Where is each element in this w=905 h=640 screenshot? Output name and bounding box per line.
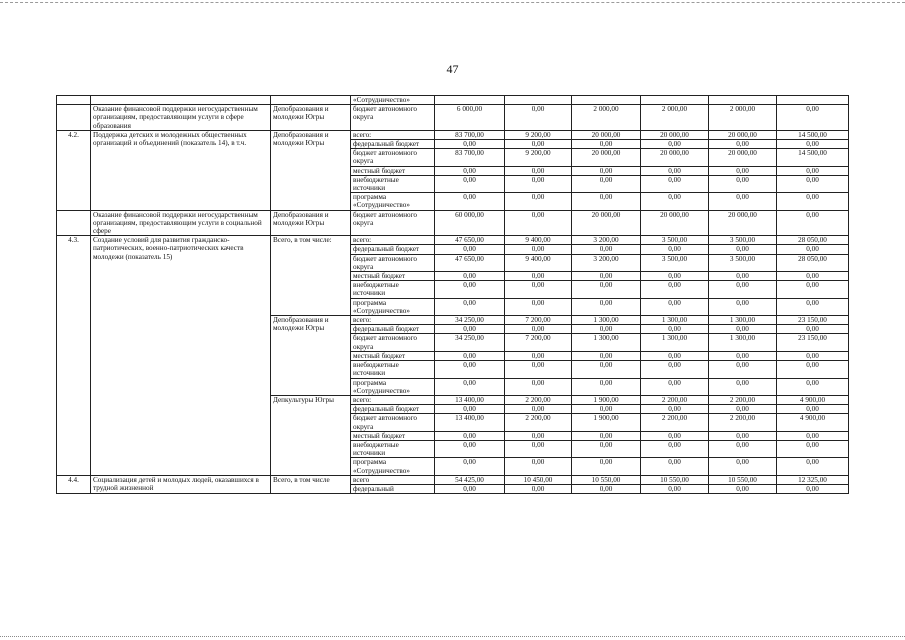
amount-cell: 0,00 — [435, 245, 505, 254]
funding-source-cell: федеральный бюджет — [351, 405, 435, 414]
table-row — [57, 96, 849, 105]
amount-cell: 0,00 — [505, 431, 572, 440]
funding-source-cell: бюджет автономного округа — [351, 210, 435, 236]
amount-cell: 0,00 — [435, 458, 505, 475]
amount-cell: 13 400,00 — [435, 414, 505, 431]
funding-source-cell: внебюджетные источники — [351, 361, 435, 378]
amount-cell: 0,00 — [777, 245, 849, 254]
amount-cell: 0,00 — [505, 351, 572, 360]
funding-source-cell: всего: — [351, 236, 435, 245]
funding-source-cell: программа «Сотрудничество» — [351, 378, 435, 395]
amount-cell: 0,00 — [572, 175, 641, 192]
executor-cell: Всего, в том числе — [271, 475, 351, 493]
amount-cell: 0,00 — [709, 272, 777, 281]
executor-cell: Депобразования и молодежи Югры — [271, 210, 351, 236]
funding-source-cell: «Сотрудничество» — [351, 96, 435, 105]
amount-cell: 0,00 — [641, 298, 709, 315]
amount-cell: 2 000,00 — [572, 105, 641, 131]
amount-cell: 4 900,00 — [777, 414, 849, 431]
amount-cell: 0,00 — [709, 351, 777, 360]
amount-cell: 0,00 — [572, 440, 641, 457]
amount-cell: 60 000,00 — [435, 210, 505, 236]
amount-cell: 0,00 — [641, 166, 709, 175]
measure-name-cell — [91, 96, 271, 105]
amount-cell: 0,00 — [777, 405, 849, 414]
amount-cell: 10 550,00 — [572, 475, 641, 484]
scan-edge-top — [0, 2, 905, 3]
funding-source-cell: программа «Сотрудничество» — [351, 298, 435, 315]
amount-cell: 3 200,00 — [572, 236, 641, 245]
amount-cell: 0,00 — [505, 245, 572, 254]
amount-cell: 10 450,00 — [505, 475, 572, 484]
amount-cell: 1 900,00 — [572, 395, 641, 404]
funding-source-cell: бюджет автономного округа — [351, 254, 435, 271]
amount-cell: 34 250,00 — [435, 316, 505, 325]
amount-cell: 20 000,00 — [572, 210, 641, 236]
amount-cell: 0,00 — [641, 440, 709, 457]
amount-cell: 0,00 — [505, 325, 572, 334]
page-number: 47 — [446, 62, 459, 76]
amount-cell: 83 700,00 — [435, 149, 505, 166]
amount-cell: 0,00 — [505, 140, 572, 149]
amount-cell: 20 000,00 — [641, 210, 709, 236]
amount-cell: 20 000,00 — [572, 149, 641, 166]
amount-cell: 0,00 — [709, 298, 777, 315]
table-row — [57, 130, 849, 139]
amount-cell: 0,00 — [777, 440, 849, 457]
item-number-cell: 4.2. — [57, 130, 91, 210]
amount-cell — [777, 96, 849, 105]
funding-source-cell: местный бюджет — [351, 272, 435, 281]
amount-cell: 10 550,00 — [641, 475, 709, 484]
amount-cell: 0,00 — [435, 298, 505, 315]
amount-cell: 0,00 — [641, 351, 709, 360]
executor-cell: Депобразования и молодежи Югры — [271, 130, 351, 210]
amount-cell: 0,00 — [709, 431, 777, 440]
amount-cell: 0,00 — [572, 140, 641, 149]
amount-cell: 0,00 — [435, 484, 505, 493]
amount-cell: 0,00 — [777, 325, 849, 334]
amount-cell: 0,00 — [709, 458, 777, 475]
funding-source-cell: федеральный бюджет — [351, 245, 435, 254]
amount-cell: 1 300,00 — [572, 334, 641, 351]
amount-cell: 0,00 — [505, 458, 572, 475]
amount-cell: 23 150,00 — [777, 316, 849, 325]
amount-cell: 0,00 — [572, 458, 641, 475]
amount-cell: 7 200,00 — [505, 316, 572, 325]
amount-cell: 47 650,00 — [435, 236, 505, 245]
amount-cell: 0,00 — [777, 210, 849, 236]
amount-cell: 47 650,00 — [435, 254, 505, 271]
budget-table-body — [57, 96, 849, 494]
amount-cell: 28 050,00 — [777, 254, 849, 271]
amount-cell: 0,00 — [572, 166, 641, 175]
amount-cell: 2 200,00 — [709, 395, 777, 404]
executor-cell: Депобразования и молодежи Югры — [271, 316, 351, 396]
executor-cell: Депобразования и молодежи Югры — [271, 105, 351, 131]
executor-cell — [271, 96, 351, 105]
amount-cell: 14 500,00 — [777, 149, 849, 166]
amount-cell: 4 900,00 — [777, 395, 849, 404]
amount-cell: 0,00 — [709, 175, 777, 192]
amount-cell: 0,00 — [572, 281, 641, 298]
amount-cell: 23 150,00 — [777, 334, 849, 351]
amount-cell: 1 300,00 — [641, 316, 709, 325]
amount-cell: 0,00 — [505, 166, 572, 175]
amount-cell: 0,00 — [777, 378, 849, 395]
item-number-cell: 4.3. — [57, 236, 91, 475]
amount-cell: 0,00 — [572, 378, 641, 395]
amount-cell: 0,00 — [641, 175, 709, 192]
amount-cell: 9 200,00 — [505, 149, 572, 166]
amount-cell: 0,00 — [505, 405, 572, 414]
amount-cell: 0,00 — [641, 378, 709, 395]
amount-cell: 0,00 — [435, 193, 505, 210]
table-row — [57, 105, 849, 131]
amount-cell: 9 400,00 — [505, 254, 572, 271]
amount-cell: 0,00 — [777, 175, 849, 192]
amount-cell: 2 000,00 — [641, 105, 709, 131]
budget-table — [56, 95, 849, 494]
amount-cell: 0,00 — [641, 281, 709, 298]
amount-cell: 0,00 — [572, 361, 641, 378]
amount-cell: 2 000,00 — [709, 105, 777, 131]
amount-cell: 0,00 — [435, 378, 505, 395]
amount-cell: 1 300,00 — [641, 334, 709, 351]
table-row — [57, 475, 849, 484]
amount-cell: 0,00 — [709, 193, 777, 210]
amount-cell: 0,00 — [709, 484, 777, 493]
amount-cell: 0,00 — [572, 351, 641, 360]
amount-cell: 0,00 — [572, 405, 641, 414]
funding-source-cell: программа «Сотрудничество» — [351, 458, 435, 475]
amount-cell: 0,00 — [709, 440, 777, 457]
amount-cell: 20 000,00 — [709, 130, 777, 139]
amount-cell: 0,00 — [505, 105, 572, 131]
amount-cell — [641, 96, 709, 105]
amount-cell: 0,00 — [505, 210, 572, 236]
measure-name-cell: Создание условий для развития гражданско-патриотических, военно-патриотических качеств молодежи (показатель 15) — [91, 236, 271, 475]
amount-cell: 0,00 — [777, 484, 849, 493]
amount-cell — [572, 96, 641, 105]
amount-cell: 0,00 — [505, 281, 572, 298]
amount-cell: 0,00 — [777, 281, 849, 298]
amount-cell: 0,00 — [777, 193, 849, 210]
amount-cell: 0,00 — [572, 431, 641, 440]
amount-cell: 0,00 — [505, 440, 572, 457]
table-row — [57, 236, 849, 245]
amount-cell: 0,00 — [777, 105, 849, 131]
executor-cell: Всего, в том числе: — [271, 236, 351, 316]
amount-cell — [435, 96, 505, 105]
amount-cell: 0,00 — [641, 325, 709, 334]
amount-cell: 0,00 — [572, 484, 641, 493]
amount-cell: 20 000,00 — [572, 130, 641, 139]
amount-cell: 0,00 — [435, 281, 505, 298]
amount-cell: 12 325,00 — [777, 475, 849, 484]
amount-cell: 0,00 — [505, 298, 572, 315]
amount-cell: 3 500,00 — [709, 236, 777, 245]
amount-cell: 0,00 — [641, 361, 709, 378]
funding-source-cell: бюджет автономного округа — [351, 334, 435, 351]
amount-cell: 0,00 — [572, 325, 641, 334]
amount-cell: 1 900,00 — [572, 414, 641, 431]
amount-cell: 1 300,00 — [709, 334, 777, 351]
amount-cell — [709, 96, 777, 105]
amount-cell: 0,00 — [505, 193, 572, 210]
amount-cell: 0,00 — [777, 272, 849, 281]
amount-cell: 0,00 — [572, 193, 641, 210]
amount-cell: 1 300,00 — [572, 316, 641, 325]
amount-cell: 20 000,00 — [709, 149, 777, 166]
amount-cell: 0,00 — [709, 405, 777, 414]
amount-cell: 14 500,00 — [777, 130, 849, 139]
amount-cell: 3 500,00 — [709, 254, 777, 271]
amount-cell: 0,00 — [572, 298, 641, 315]
amount-cell: 0,00 — [641, 458, 709, 475]
amount-cell: 54 425,00 — [435, 475, 505, 484]
measure-name-cell: Оказание финансовой поддержки негосударственным организациям, предоставляющим услуги в социальной сфере — [91, 210, 271, 236]
amount-cell: 0,00 — [435, 361, 505, 378]
funding-source-cell: бюджет автономного округа — [351, 149, 435, 166]
amount-cell: 2 200,00 — [709, 414, 777, 431]
measure-name-cell: Оказание финансовой поддержки негосударственным организациям, предоставляющим услуги в сфере образования — [91, 105, 271, 131]
item-number-cell: 4.4. — [57, 475, 91, 493]
amount-cell: 0,00 — [435, 166, 505, 175]
funding-source-cell: программа «Сотрудничество» — [351, 193, 435, 210]
amount-cell: 0,00 — [435, 351, 505, 360]
item-number-cell — [57, 210, 91, 236]
amount-cell: 1 300,00 — [709, 316, 777, 325]
amount-cell: 0,00 — [572, 245, 641, 254]
amount-cell: 83 700,00 — [435, 130, 505, 139]
amount-cell: 0,00 — [777, 140, 849, 149]
amount-cell: 0,00 — [709, 378, 777, 395]
measure-name-cell: Поддержка детских и молодежных общественных организаций и объединений (показатель 14), в т.ч. — [91, 130, 271, 210]
amount-cell: 20 000,00 — [641, 130, 709, 139]
amount-cell: 0,00 — [641, 272, 709, 281]
amount-cell: 0,00 — [435, 325, 505, 334]
amount-cell: 6 000,00 — [435, 105, 505, 131]
funding-source-cell: федеральный бюджет — [351, 140, 435, 149]
funding-source-cell: бюджет автономного округа — [351, 414, 435, 431]
funding-source-cell: федеральный — [351, 484, 435, 493]
amount-cell: 0,00 — [641, 140, 709, 149]
amount-cell: 0,00 — [435, 272, 505, 281]
amount-cell: 0,00 — [709, 325, 777, 334]
amount-cell: 0,00 — [777, 166, 849, 175]
amount-cell: 0,00 — [709, 361, 777, 378]
funding-source-cell: местный бюджет — [351, 431, 435, 440]
amount-cell: 0,00 — [777, 351, 849, 360]
funding-source-cell: местный бюджет — [351, 166, 435, 175]
amount-cell: 10 550,00 — [709, 475, 777, 484]
amount-cell: 0,00 — [641, 245, 709, 254]
amount-cell: 2 200,00 — [505, 395, 572, 404]
amount-cell: 0,00 — [641, 484, 709, 493]
amount-cell: 2 200,00 — [641, 414, 709, 431]
amount-cell: 0,00 — [709, 245, 777, 254]
item-number-cell — [57, 96, 91, 105]
amount-cell — [505, 96, 572, 105]
amount-cell: 2 200,00 — [641, 395, 709, 404]
amount-cell: 0,00 — [641, 193, 709, 210]
amount-cell: 0,00 — [435, 175, 505, 192]
measure-name-cell: Социализация детей и молодых людей, оказавшихся в трудной жизненной — [91, 475, 271, 493]
amount-cell: 0,00 — [505, 378, 572, 395]
amount-cell: 0,00 — [641, 405, 709, 414]
amount-cell: 0,00 — [777, 458, 849, 475]
amount-cell: 0,00 — [641, 431, 709, 440]
amount-cell: 28 050,00 — [777, 236, 849, 245]
funding-source-cell: всего: — [351, 316, 435, 325]
funding-source-cell: всего: — [351, 395, 435, 404]
item-number-cell — [57, 105, 91, 131]
amount-cell: 0,00 — [505, 175, 572, 192]
funding-source-cell: всего: — [351, 130, 435, 139]
amount-cell: 0,00 — [709, 140, 777, 149]
amount-cell: 0,00 — [709, 166, 777, 175]
executor-cell: Депкультуры Югры — [271, 395, 351, 475]
amount-cell: 0,00 — [505, 361, 572, 378]
amount-cell: 3 200,00 — [572, 254, 641, 271]
amount-cell: 2 200,00 — [505, 414, 572, 431]
amount-cell: 0,00 — [505, 484, 572, 493]
amount-cell: 0,00 — [777, 431, 849, 440]
amount-cell: 0,00 — [435, 140, 505, 149]
table-row — [57, 210, 849, 236]
amount-cell: 20 000,00 — [709, 210, 777, 236]
funding-source-cell: внебюджетные источники — [351, 175, 435, 192]
amount-cell: 3 500,00 — [641, 236, 709, 245]
amount-cell: 0,00 — [435, 440, 505, 457]
amount-cell: 0,00 — [435, 405, 505, 414]
amount-cell: 9 200,00 — [505, 130, 572, 139]
funding-source-cell: бюджет автономного округа — [351, 105, 435, 131]
scan-edge-bottom — [0, 636, 905, 637]
amount-cell: 0,00 — [777, 361, 849, 378]
amount-cell: 0,00 — [777, 298, 849, 315]
amount-cell: 20 000,00 — [641, 149, 709, 166]
amount-cell: 3 500,00 — [641, 254, 709, 271]
amount-cell: 0,00 — [709, 281, 777, 298]
funding-source-cell: федеральный бюджет — [351, 325, 435, 334]
amount-cell: 0,00 — [435, 431, 505, 440]
amount-cell: 34 250,00 — [435, 334, 505, 351]
amount-cell: 9 400,00 — [505, 236, 572, 245]
funding-source-cell: местный бюджет — [351, 351, 435, 360]
funding-source-cell: внебюджетные источники — [351, 281, 435, 298]
funding-source-cell: всего — [351, 475, 435, 484]
amount-cell: 7 200,00 — [505, 334, 572, 351]
amount-cell: 0,00 — [505, 272, 572, 281]
amount-cell: 13 400,00 — [435, 395, 505, 404]
amount-cell: 0,00 — [572, 272, 641, 281]
funding-source-cell: внебюджетные источники — [351, 440, 435, 457]
